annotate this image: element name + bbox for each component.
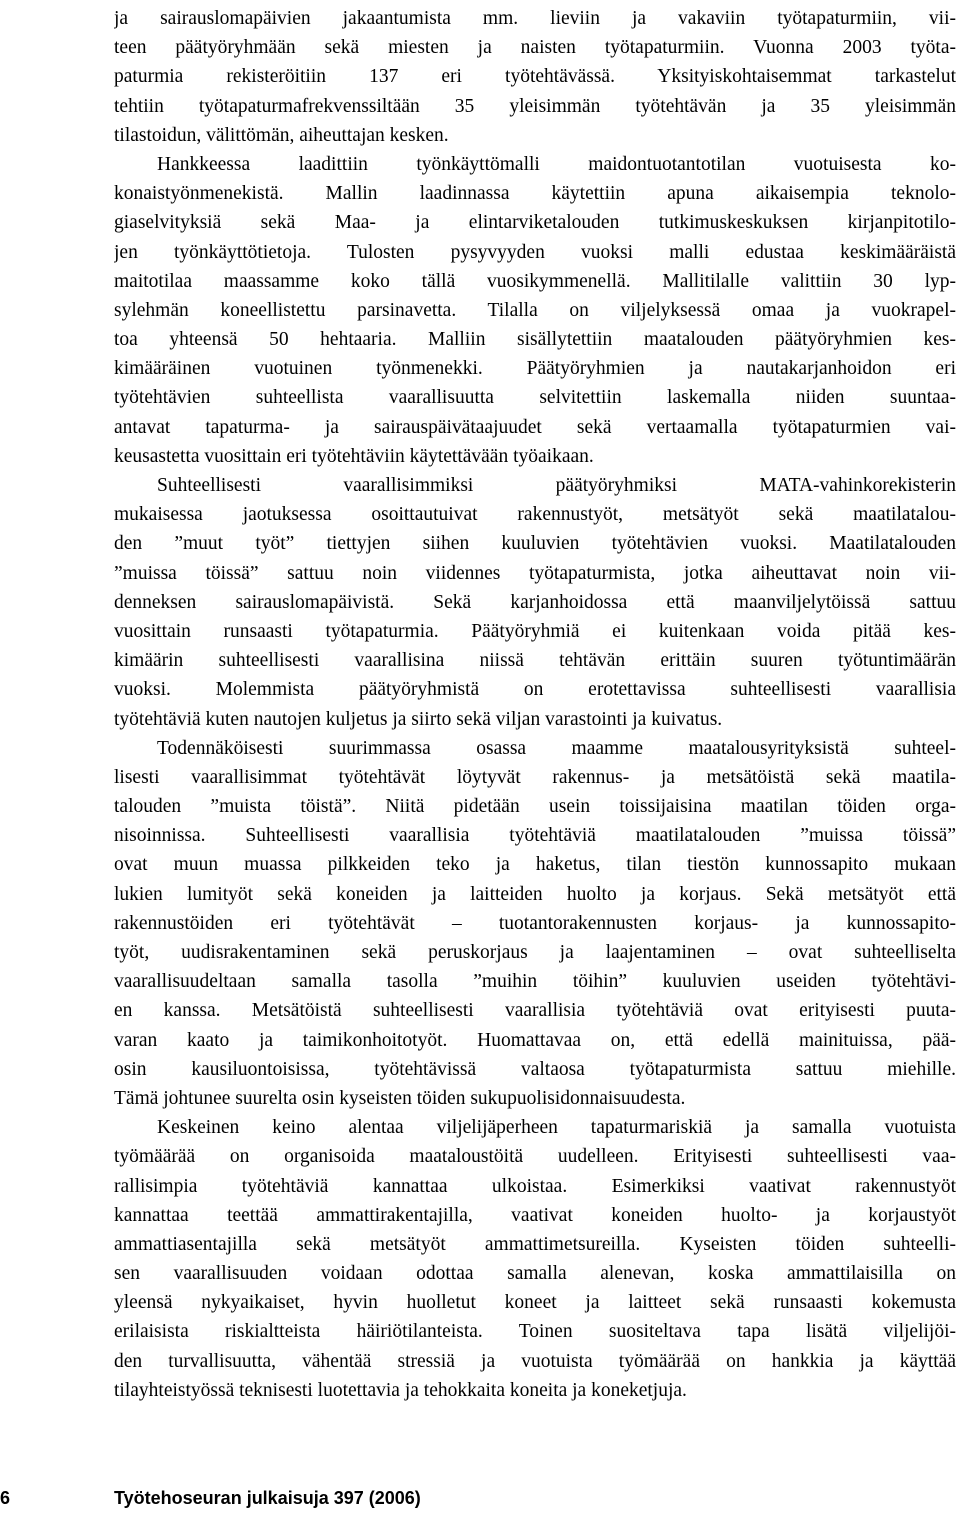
- text-line: talouden ”muista töistä”. Niitä pidetään usein toissijaisina maatilan töiden orga-: [114, 796, 956, 818]
- publication-title: Työtehoseuran julkaisuja 397 (2006): [114, 1488, 421, 1508]
- text-line: antavat tapaturma- ja sairauspäivätaajuudet sekä vertaamalla työtapaturmien vai-: [114, 416, 956, 438]
- text-line: ja sairauslomapäivien jakaantumista mm. lieviin ja vakaviin työtapaturmiin, vii-: [114, 8, 956, 29]
- text-line: Keskeinen keino alentaa viljelijäperheen tapaturmariskiä ja samalla vuotuista: [157, 1117, 956, 1139]
- text-line: Hankkeessa laadittiin työnkäyttömalli maidontuotantotilan vuotuisesta ko-: [157, 153, 956, 175]
- text-line: lukien lumityöt sekä koneiden ja laitteiden huolto ja korjaus. Sekä metsätyöt että: [114, 883, 956, 905]
- text-line: sylehmän koneellistettu parsinavetta. Tilalla on viljelyksessä omaa ja vuokrapel-: [114, 299, 956, 321]
- text-line: vuoksi. Molemmista päätyöryhmistä on erotettavissa suhteellisesti vaarallisia: [114, 679, 956, 701]
- text-line: denneksen sairauslomapäivistä. Sekä karjanhoidossa että maanviljelytöissä sattuu: [114, 591, 956, 613]
- text-line: toa yhteensä 50 hehtaaria. Malliin sisällytettiin maatalouden päätyöryhmien kes-: [114, 329, 956, 351]
- text-line: Tämä johtunee suurelta osin kyseisten töiden sukupuolisidonnaisuudesta.: [114, 1087, 686, 1109]
- text-line: den turvallisuutta, vähentää stressiä ja vuotuista työmäärää on hankkia ja käyttää: [114, 1350, 956, 1372]
- text-line: maitotilaa maassamme koko tällä vuosikymmenellä. Mallitilalle valittiin 30 lyp-: [114, 270, 956, 292]
- text-line: työt, uudisrakentaminen sekä peruskorjaus ja laajentaminen – ovat suhteelliselta: [114, 942, 956, 963]
- text-line: lisesti vaarallisimmat työtehtävät löytyvät rakennus- ja metsätöistä sekä maatila-: [114, 766, 956, 788]
- text-line: tilastoidun, välittömän, aiheuttajan kesken.: [114, 124, 449, 146]
- text-line: työtehtäviä kuten nautojen kuljetus ja siirto sekä viljan varastointi ja kuivatus.: [114, 708, 723, 730]
- text-line: jen työnkäyttötietoja. Tulosten pysyvyyden vuoksi malli edustaa keskimääräistä: [114, 241, 956, 263]
- text-line: giaselvityksiä sekä Maa- ja elintarviketalouden tutkimuskeskuksen kirjanpitotilo-: [114, 212, 956, 234]
- text-line: ovat muun muassa pilkkeiden teko ja haketus, tilan tiestön kunnossapito mukaan: [114, 854, 956, 876]
- text-line: rallisimpia työtehtäviä kannattaa ulkoistaa. Esimerkiksi vaativat rakennustyöt: [114, 1175, 956, 1197]
- text-line: työmäärää on organisoida maataloustöitä uudelleen. Erityisesti suhteellisesti vaa-: [114, 1146, 956, 1168]
- text-line: osin kausiluontoisissa, työtehtävissä valtaosa työtapaturmista sattuu miehille.: [114, 1058, 956, 1080]
- text-line: nisoinnissa. Suhteellisesti vaarallisia työtehtäviä maatilatalouden ”muissa töissä”: [114, 825, 956, 847]
- text-line: vaarallisuudeltaan samalla tasolla ”muihin töihin” kuuluvien useiden työtehtävi-: [114, 971, 956, 993]
- text-line: sen vaarallisuuden voidaan odottaa samalla alenevan, koska ammattilaisilla on: [114, 1263, 956, 1285]
- page-footer: [0, 1487, 960, 1511]
- text-line: Todennäköisesti suurimmassa osassa maamme maatalousyrityksistä suhteel-: [157, 737, 956, 759]
- text-line: keusastetta vuosittain eri työtehtäviin käytettävään työaikaan.: [114, 445, 594, 467]
- text-line: erilaisista riskialtteista häiriötilanteista. Toinen suositeltava tapa lisätä viljelijöi-: [114, 1321, 956, 1343]
- text-line: mukaisessa jaotuksessa osoittautuivat rakennustyöt, metsätyöt sekä maatilatalou-: [114, 504, 956, 526]
- body-text: [114, 4, 956, 1405]
- text-line: teen päätyöryhmään sekä miesten ja naisten työtapaturmiin. Vuonna 2003 työta-: [114, 37, 956, 59]
- text-line: yleensä nykyaikaiset, hyvin huolletut koneet ja laitteet sekä runsaasti kokemusta: [114, 1292, 956, 1314]
- page-number: 6: [0, 1488, 11, 1508]
- text-line: kannattaa teettää ammattirakentajilla, vaativat koneiden huolto- ja korjaustyöt: [114, 1204, 956, 1226]
- text-line: varan kaato ja taimikonhoitotyöt. Huomattavaa on, että edellä mainituissa, pää-: [114, 1029, 956, 1051]
- text-line: vuosittain runsaasti työtapaturmia. Päätyöryhmiä ei kuitenkaan voida pitää kes-: [114, 620, 956, 642]
- text-line: paturmia rekisteröitiin 137 eri työtehtävässä. Yksityiskohtaisemmat tarkastelut: [114, 66, 956, 88]
- text-line: työtehtävien suhteellista vaarallisuutta selvitettiin laskemalla niiden suuntaa-: [114, 387, 956, 409]
- text-line: rakennustöiden eri työtehtävät – tuotantorakennusten korjaus- ja kunnossapito-: [114, 912, 956, 934]
- text-line: tilayhteistyössä teknisesti luotettavia ja tehokkaita koneita ja koneketjuja.: [114, 1379, 687, 1401]
- text-line: kimäärin suhteellisesti vaarallisina niissä tehtävän erittäin suuren työtuntimäärän: [114, 650, 956, 672]
- text-line: kimääräinen vuotuinen työnmenekki. Päätyöryhmien ja nautakarjanhoidon eri: [114, 358, 956, 380]
- text-line: konaistyönmenekistä. Mallin laadinnassa käytettiin apuna aikaisempia teknolo-: [114, 183, 956, 205]
- text-line: ”muissa töissä” sattuu noin viidennes työtapaturmista, jotka aiheuttavat noin vii-: [114, 562, 956, 584]
- text-line: den ”muut työt” tiettyjen siihen kuuluvien työtehtävien vuoksi. Maatilatalouden: [114, 533, 956, 555]
- text-line: tehtiin työtapaturmafrekvenssiltään 35 yleisimmän työtehtävän ja 35 yleisimmän: [114, 95, 956, 117]
- text-line: Suhteellisesti vaarallisimmiksi päätyöryhmiksi MATA-vahinkorekisterin: [157, 475, 956, 496]
- text-line: en kanssa. Metsätöistä suhteellisesti vaarallisia työtehtäviä ovat erityisesti puuta-: [114, 1000, 956, 1022]
- text-line: ammattiasentajilla sekä metsätyöt ammattimetsureilla. Kyseisten töiden suhteelli-: [114, 1233, 956, 1255]
